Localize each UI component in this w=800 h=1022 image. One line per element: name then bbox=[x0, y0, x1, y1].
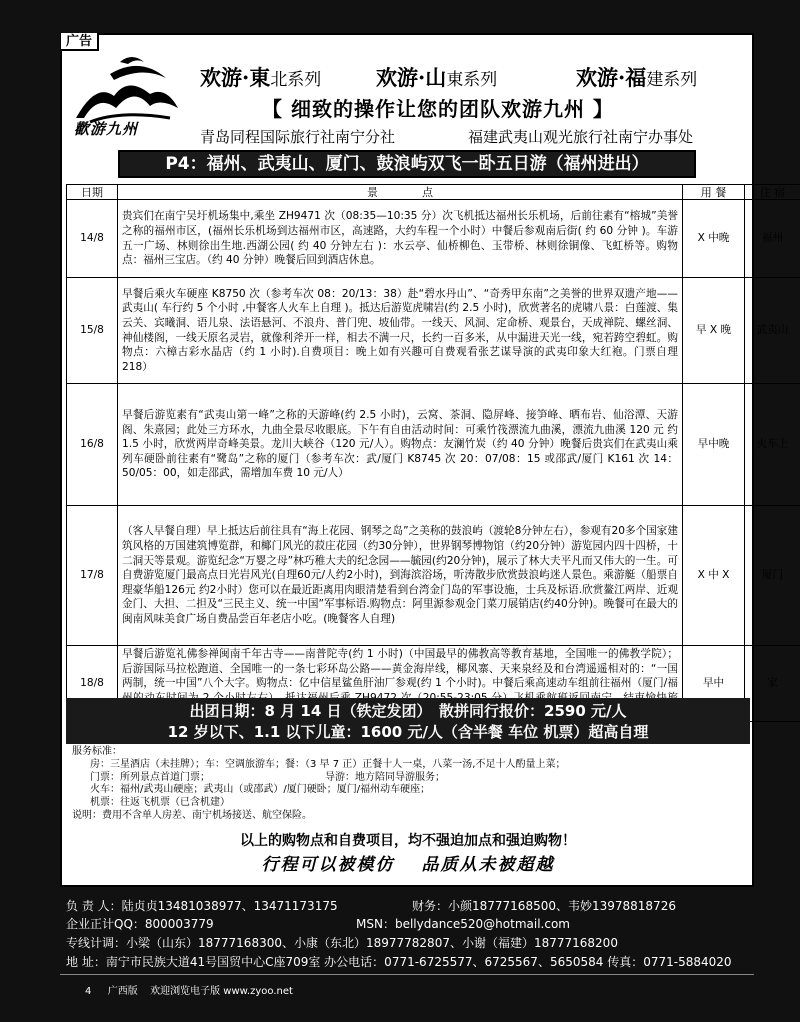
contact-manager: 负 责 人：陆贞贞13481038977、13471173175 bbox=[66, 899, 338, 913]
service-note: 说明：费用不含单人房差、南宁机场接送、航空保险。 bbox=[72, 809, 312, 821]
service-line: 房：三星酒店（未挂牌）；车：空调旅游车；餐：（3 早 7 正）正餐十人一桌，八菜一汤,不足十人酌量上菜； bbox=[90, 758, 566, 770]
row-stay: 厦门 bbox=[745, 506, 800, 646]
row-stay: 武夷山 bbox=[745, 278, 800, 384]
table-row bbox=[67, 200, 800, 278]
series-fujian: 欢游·福建系列 bbox=[576, 65, 698, 90]
table-row bbox=[67, 384, 800, 506]
row-stay: 福州 bbox=[745, 200, 800, 278]
logo-text: 歡游九州 bbox=[74, 120, 139, 138]
footer-divider bbox=[60, 974, 754, 975]
table-row bbox=[67, 278, 800, 384]
agency-wuyishan: 福建武夷山观光旅行社南宁办事处 bbox=[468, 128, 694, 146]
agency-qingdao: 青岛同程国际旅行社南宁分社 bbox=[200, 128, 396, 146]
header-desc: 景 点 bbox=[118, 185, 683, 200]
service-line: 门票：所列景点首道门票； 导游：地方陪同导游服务； bbox=[90, 771, 445, 783]
contact-hotlines: 专线计调：小梁（山东）18777168300、小康（东北）18977782807、小谢（福建）18777168200 bbox=[66, 936, 618, 950]
route-title: P4：福州、武夷山、厦门、鼓浪屿双飞一卧五日游（福州进出） bbox=[118, 150, 696, 178]
row-meal: X 中晚 bbox=[683, 200, 745, 278]
contact-msn: MSN：bellydance520@hotmail.com bbox=[356, 917, 570, 931]
motto: 行程可以被模仿 品质从未被超越 bbox=[261, 855, 555, 875]
publisher: 欢迎浏览电子版 www.zyoo.net bbox=[150, 986, 293, 997]
service-standards bbox=[66, 746, 750, 828]
contact-qq: 企业正计QQ：800003779 bbox=[66, 917, 214, 931]
series-northeast: 欢游·東北系列 bbox=[200, 65, 322, 90]
departure-price: 出团日期：8 月 14 日（铁定发团） 散拼同行报价：2590 元/人 bbox=[189, 702, 627, 720]
service-line: 机票：往返飞机票（已含机建） bbox=[90, 797, 230, 809]
row-stay: 火车上 bbox=[745, 384, 800, 506]
series-shandong: 欢游·山東系列 bbox=[376, 65, 498, 90]
row-meal: 早中晚 bbox=[683, 384, 745, 506]
edition: 广西版 bbox=[107, 986, 138, 997]
price-band bbox=[66, 698, 750, 744]
contact-finance: 财务：小颜18777168500、韦妙13978818726 bbox=[412, 899, 676, 913]
itinerary-table bbox=[66, 184, 800, 722]
row-meal: 早中 bbox=[683, 646, 745, 722]
header-stay: 住 宿 bbox=[745, 185, 800, 200]
slogan: 【 细致的操作让您的团队欢游九州 】 bbox=[262, 97, 614, 121]
page-footer bbox=[85, 982, 293, 997]
service-line: 火车：福州/武夷山硬座；武夷山（或邵武）/厦门硬卧；厦门/福州动车硬座； bbox=[90, 784, 431, 796]
row-meal: 早 X 晚 bbox=[683, 278, 745, 384]
table-header-row bbox=[67, 185, 800, 200]
ad-tag: 广告 bbox=[61, 33, 99, 51]
header-date: 日期 bbox=[67, 185, 118, 200]
row-desc: 早餐后游览礼佛参禅闽南千年古寺——南普陀寺(约 1 小时)（中国最早的佛教高等教育基地，全国唯一的佛教学院）；后游国际马拉松跑道、全国唯一的一条七彩环岛公路——黄金海岸线，椰风寨、天来泉经及和台湾遥遥相对的：“一国两制，统一中国”八个大字。购物点：亿中信星鲨鱼肝油厂参观(约 1 个小时)。中餐后乘高速动车组前往福州（厦门/福 bbox=[118, 646, 683, 722]
shopping-warning: 以上的购物点和自费项目，均不强迫加点和强迫购物！ bbox=[240, 833, 576, 849]
row-desc: 贵宾们在南宁吴圩机场集中,乘坐 ZH9471 次（08:35—10:35 分）次飞机抵达福州长乐机场，后前往素有“榕城”美誉之称的福州市区，(福州长乐机场到达福州市区，高速路，大约车程一个小时）中餐后参观南后街( 约 60 分钟 )。车游五一广场、林则徐出生地.西湖公园( 约 40 分钟左右 )：水云亭、仙桥柳色、玉带桥、林则徐铜像、飞虹桥等。购物点：福州三宝店。（约 40 分钟）晚餐后回到酒店休息。 bbox=[118, 200, 683, 278]
row-date: 16/8 bbox=[67, 384, 118, 506]
row-meal: X 中 X bbox=[683, 506, 745, 646]
row-date: 15/8 bbox=[67, 278, 118, 384]
service-title: 服务标准： bbox=[72, 746, 122, 757]
row-date: 14/8 bbox=[67, 200, 118, 278]
page-number: 4 bbox=[85, 986, 92, 997]
table-row bbox=[67, 506, 800, 646]
row-desc: （客人早餐自理）早上抵达后前往具有“海上花园、钢琴之岛”之美称的鼓浪屿（渡轮8分钟左右），参观有20多个国家建筑风格的万国建筑博览群，和椰门风光的菽庄花园（约30分钟），世界钢琴博物馆（约20分钟）游览园内四十四桥，十二洞天等景观。游览纪念“万婴之母”林巧稚大夫的纪念园——毓园(约20分钟)，展示了林大夫平凡而又伟大的一生。可自费游览厦门最高点日光岩风光(自理60元/人约2小时)，到海滨浴场，听涛散步欣赏鼓浪屿迷人景色。乘游艇（船票自理豪华船126元 约2小时）您可以在最近距离用肉眼清楚看到台湾金门岛的军事设施，士兵及标语.欣赏鳌江两岸、近观金门、大担、二担及“三民主义、统一中国”军事标语.购物点：阿里源参观金门菜刀展销店(约40分钟)。晚餐可在最大的闽南风味美食广场自费品尝百年老店小吃。(晚餐客人自理) bbox=[118, 506, 683, 646]
child-price: 12 岁以下、1.1 以下儿童：1600 元/人（含半餐 车位 机票）超高自理 bbox=[167, 723, 649, 741]
row-desc: 早餐后游览素有“武夷山第一峰”之称的天游峰(约 2.5 小时)，云窝、茶洞、隐屏峰、接笋峰、晒布岩、仙浴潭、天游阁、朱熹园；此处三方环水，九曲全景尽收眼底。下午有自由活动时间：可乘竹筏漂流九曲溪，漂流九曲溪 120 元 约 1.5 小时，欣赏两岸奇峰美景。龙川大峡谷（120 元/人）。购物点：友澜竹炭（约 40 分钟）晚餐后贵宾们在武夷山乘列车硬卧前往素有“鹭岛”之称的厦门（参考车次：武/厦门 K8745 次 20：07/08：15 或邵武/厦门 K161 次 14：50/05：00，如走邵武，需增加车费 10 元/人） bbox=[118, 384, 683, 506]
header-meal: 用 餐 bbox=[683, 185, 745, 200]
row-stay: 家 bbox=[745, 646, 800, 722]
contact-address: 地 址：南宁市民族大道41号国贸中心C座709室 办公电话：0771-6725577、6725567、5650584 传真：0771-5884020 bbox=[66, 955, 732, 969]
row-desc: 早餐后乘火车硬座 K8750 次（参考车次 08：20/13：38）赴“碧水丹山”、“奇秀甲东南”之美誉的世界双遗产地——武夷山( 车行约 5 个小时 ,中餐客人火车上自理 )。抵达后游览虎啸岩(约 2.5 小时)，欣赏著名的虎啸八景：白莲渡、集云关、宾曦洞、语儿泉、法语悬河、不浪舟、普门兜、坡仙带。一线天、风洞、定命桥、观景台，天成禅院、螺丝洞、神仙楼阁，一线天原名灵岩，就像利斧开一样，相去不满一尺，长约一百多米，从中漏进天光一线，宛若跨空碧虹。购物点：六樟古彩水晶店（约 1 小时).自费项目：晚上如有兴趣可自费观看张艺谋导演的武夷印象大红袍。门票自理 218） bbox=[118, 278, 683, 384]
row-date: 18/8 bbox=[67, 646, 118, 722]
row-date: 17/8 bbox=[67, 506, 118, 646]
